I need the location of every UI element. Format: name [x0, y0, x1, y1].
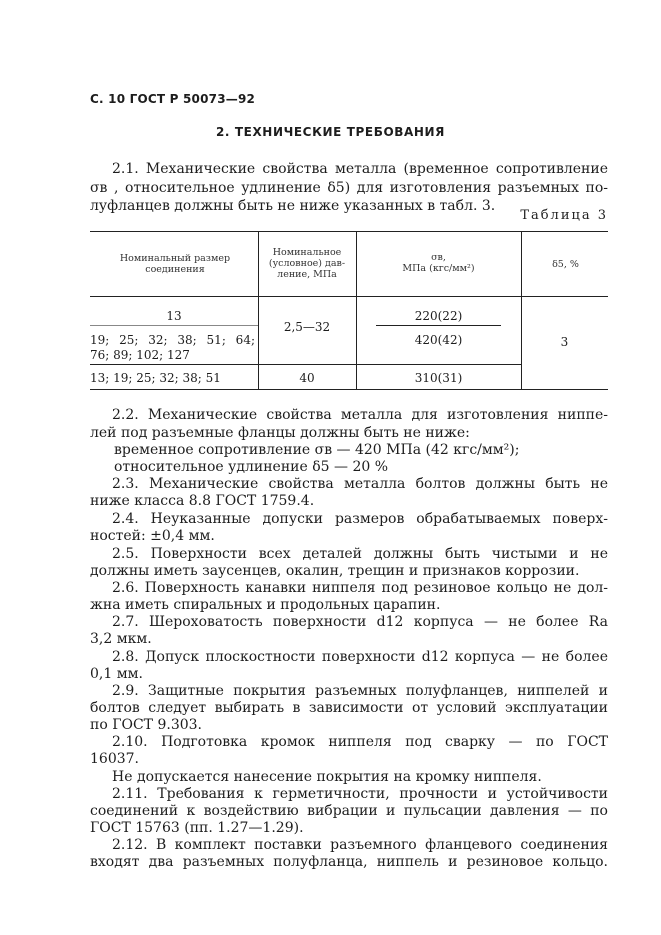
- p27-line-1: 2.7. Шероховатость поверхности d12 корпуса — не более Ra: [112, 614, 608, 630]
- p25-line-1: 2.5. Поверхности всех деталей должны быть чистыми и не: [112, 546, 608, 562]
- table-row-rule-3: [90, 364, 521, 365]
- p28-line-1: 2.8. Допуск плоскостности поверхности d12 корпуса — не более: [112, 649, 608, 665]
- header-pressure: Номинальное (условное) дав- ление, МПа: [268, 247, 346, 280]
- p25-line-2: должны иметь заусенцев, окалин, трещин и признаков коррозии.: [90, 563, 580, 579]
- delta-all-rows: 3: [560, 335, 569, 349]
- header-delta: δ5, %: [552, 259, 579, 270]
- p26-line-2: жна иметь спиральных и продольных царапин.: [90, 597, 441, 613]
- p22-line-1: 2.2. Механические свойства металла для изготовления ниппе-: [112, 407, 608, 423]
- p24-line-2: ностей: ±0,4 мм.: [90, 528, 215, 544]
- p27-line-2: 3,2 мкм.: [90, 631, 152, 647]
- pressure-row-3: 40: [299, 371, 315, 385]
- p211-line-2: соединений к воздействию вибрации и пульсации давления — по: [90, 803, 608, 819]
- row3-size: 13; 19; 25; 32; 38; 51: [90, 371, 221, 385]
- table-row-rule-1-size: [90, 325, 258, 326]
- p211-line-1: 2.11. Требования к герметичности, прочности и устойчивости: [112, 786, 608, 802]
- p22-line-3: временное сопротивление σв — 420 МПа (42 кгс/мм²);: [114, 442, 520, 458]
- p210-line-3: Не допускается нанесение покрытия на кромку ниппеля.: [112, 769, 542, 785]
- p29-line-3: по ГОСТ 9.303.: [90, 717, 202, 733]
- p21-line-1: 2.1. Механические свойства металла (временное сопротивление: [112, 161, 608, 177]
- p22-line-4: относительное удлинение δ5 — 20 %: [114, 459, 389, 475]
- sigma-row-3: 310(31): [414, 371, 463, 385]
- p24-line-1: 2.4. Неуказанные допуски размеров обрабатываемых поверх-: [112, 511, 608, 527]
- page-header: С. 10 ГОСТ Р 50073—92: [90, 92, 256, 106]
- sigma-row-1: 220(22): [414, 309, 463, 323]
- p23-line-1: 2.3. Механические свойства металла болтов должны быть не: [112, 476, 608, 492]
- sigma-row-2: 420(42): [414, 333, 463, 347]
- p29-line-1: 2.9. Защитные покрытия разъемных полуфланцев, ниппелей и: [112, 683, 608, 699]
- table-row-rule-1-sigma: [376, 325, 501, 326]
- table-col-divider-1: [258, 231, 259, 389]
- header-sigma: σв, МПа (кгс/мм²): [402, 252, 475, 274]
- p28-line-2: 0,1 мм.: [90, 666, 143, 682]
- pressure-rows-1-2: 2,5—32: [283, 320, 331, 334]
- table-caption: Таблица 3: [520, 208, 608, 223]
- p21-line-2: σв , относительное удлинение δ5) для изготовления разъемных по-: [90, 180, 608, 196]
- row1-size: 13: [166, 309, 182, 323]
- table-top-rule: [90, 231, 608, 232]
- header-size: Номинальный размер соединения: [119, 253, 231, 275]
- p212-line-1: 2.12. В комплект поставки разъемного фланцевого соединения: [112, 837, 608, 853]
- p212-line-2: входят два разъемных полуфланца, ниппель и резиновое кольцо.: [90, 854, 608, 870]
- p29-line-2: болтов следует выбирать в зависимости от условий эксплуатации: [90, 700, 608, 716]
- section-title: 2. ТЕХНИЧЕСКИЕ ТРЕБОВАНИЯ: [215, 125, 446, 139]
- p22-line-2: лей под разъемные фланцы должны быть не ниже:: [90, 425, 470, 441]
- table-bottom-rule: [90, 389, 608, 390]
- p211-line-3: ГОСТ 15763 (пп. 1.27—1.29).: [90, 820, 304, 836]
- p210-line-2: 16037.: [90, 751, 139, 767]
- p23-line-2: ниже класса 8.8 ГОСТ 1759.4.: [90, 493, 315, 509]
- row2-size-b: 76; 89; 102; 127: [90, 348, 190, 362]
- p21-line-3: луфланцев должны быть не ниже указанных в табл. 3.: [90, 198, 496, 214]
- p210-line-1: 2.10. Подготовка кромок ниппеля под сварку — по ГОСТ: [112, 734, 608, 750]
- table-col-divider-3: [521, 231, 522, 389]
- p26-line-1: 2.6. Поверхность канавки ниппеля под резиновое кольцо не дол-: [112, 580, 608, 596]
- row2-size-a: 19; 25; 32; 38; 51; 64;: [90, 333, 255, 347]
- table-header-rule: [90, 296, 608, 297]
